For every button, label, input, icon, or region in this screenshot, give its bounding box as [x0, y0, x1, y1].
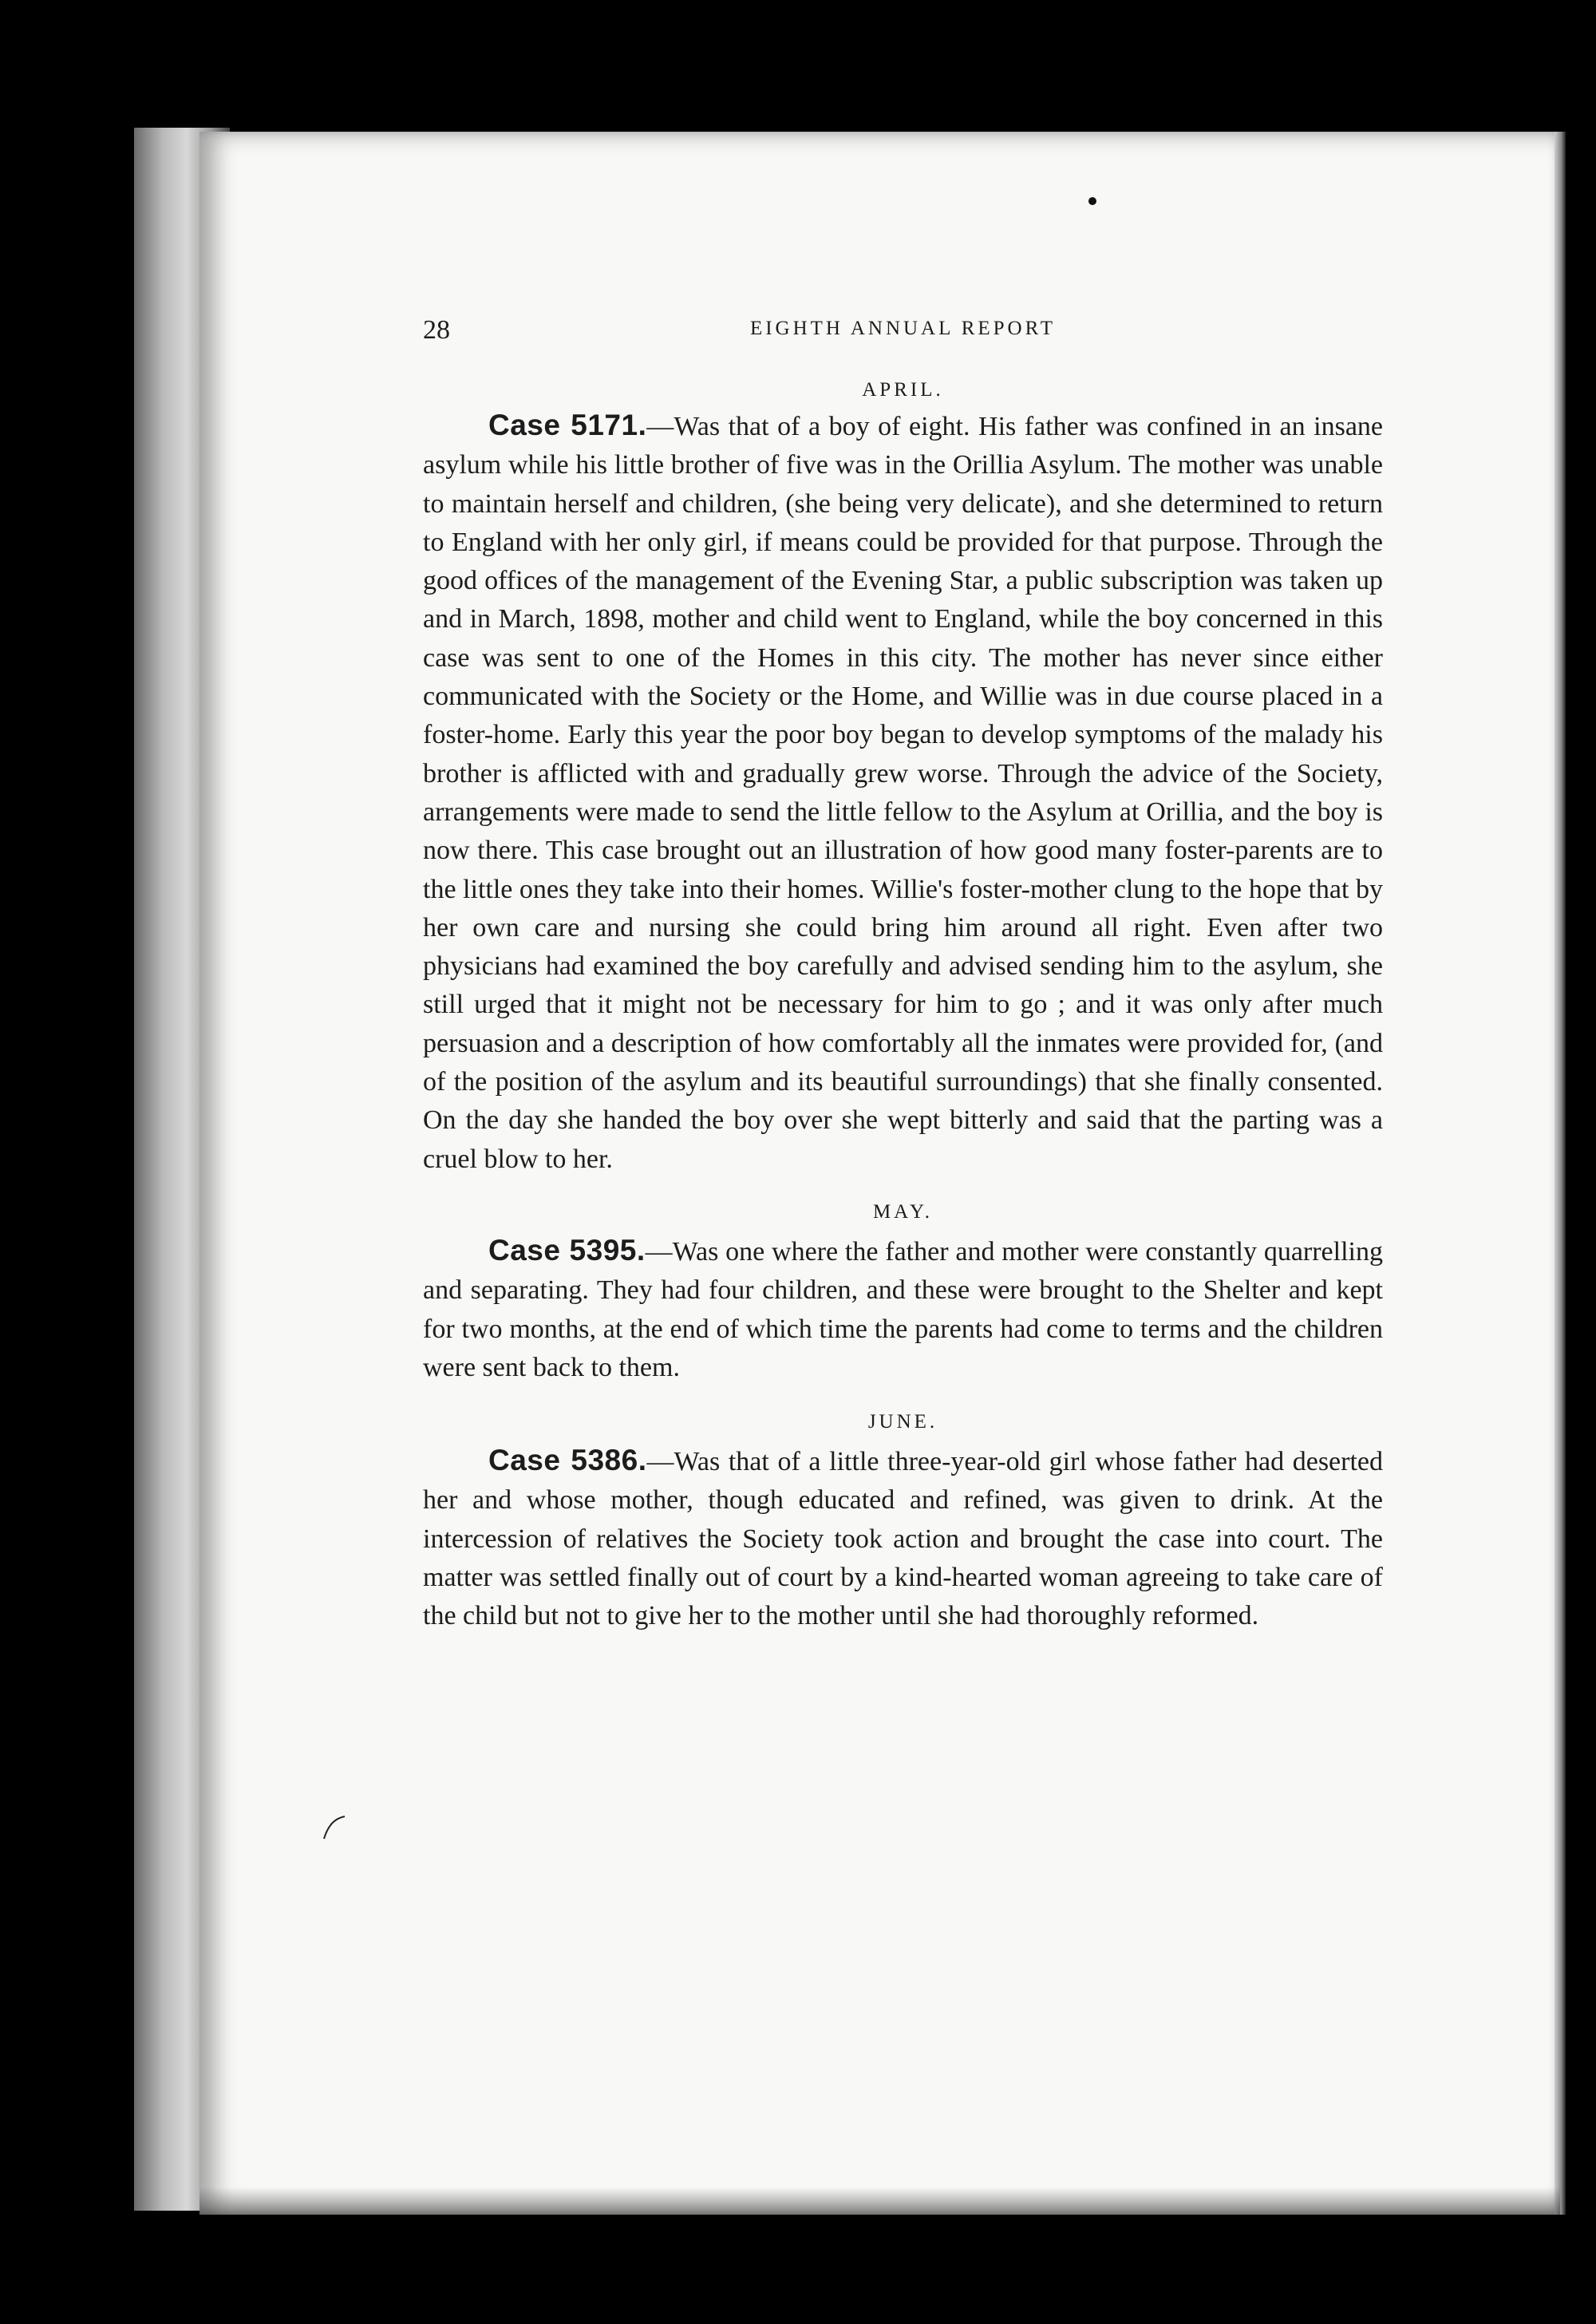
page-shadow-bottom: [200, 2187, 1560, 2219]
ink-dot-mark: [1088, 197, 1096, 205]
month-heading-april: APRIL.: [862, 379, 944, 401]
case-number: Case 5395.: [488, 1233, 646, 1267]
month-heading-june: JUNE.: [867, 1411, 938, 1433]
case-text: —Was that of a little three-year-old girl whose father had deserted her and whose mother, though educated and refined, was given to drink. At the intercession of relatives the Society took action and brought the case into court. The matter was settled finally out of court by a kind-hearted woman agreeing to take care of the child but not to give her to the mother until she had thoroughly reformed.: [423, 1447, 1384, 1631]
case-entry-5171: [423, 406, 1383, 1179]
case-text: —Was one where the father and mother were constantly quarrelling and separating. They had four children, and these were brought to the Shelter and kept for two months, at the end of which time the parents had come to terms and the children were sent back to them.: [423, 1236, 1383, 1382]
running-head: [423, 315, 1383, 347]
case-entry-5395: [423, 1231, 1383, 1387]
month-heading-may: MAY.: [872, 1200, 934, 1223]
case-number: Case 5171.: [488, 409, 647, 441]
page-content: [423, 315, 1383, 1636]
case-text: —Was that of a boy of eight. His father was confined in an insane asylum while his little brother of five was in the Orillia Asylum. The mother was unable to maintain herself and children, (she being very delicate), and she determined to return to England with her only girl, if means could be provided for that purpose. Through the good offices of the management of the Evening Star, a public subscription was taken up and in March, 1898, mother and child went to England, while the boy concerned in this case was sent to one of the Homes in this city. The mother has never since either communicated with the Society or the Home, and Willie was in due course placed in a foster-home. Early this year the poor boy began to develop symptoms of the malady his brother is afflicted with and gradually grew worse. Through the advice of the Society, arrangements were made to send the little fellow to the Asylum at Orillia, and the boy is now there. This case brought out an illustration of how good many foster-parents are to the little ones they take into their homes. Willie's foster-mother clung to the hope that by her own care and nursing she could bring him around all right. Even after two physicians had examined the boy carefully and advised sending him to the asylum, she still urged that it might not be necessary for him to go ; and it was only after much persuasion and a description of how comfortably all the inmates were provided for, (and of the position of the asylum and its beautiful surroundings) that she finally consented. On the day she handed the boy over she wept bitterly and said that the parting was a cruel blow to her.: [423, 412, 1384, 1174]
case-entry-5386: [423, 1441, 1383, 1635]
report-title: EIGHTH ANNUAL REPORT: [749, 318, 1057, 339]
case-number: Case 5386.: [488, 1444, 647, 1477]
pencil-margin-mark: [319, 1812, 351, 1844]
page-edge-right: [1555, 132, 1566, 2215]
page-number: 28: [423, 315, 450, 345]
